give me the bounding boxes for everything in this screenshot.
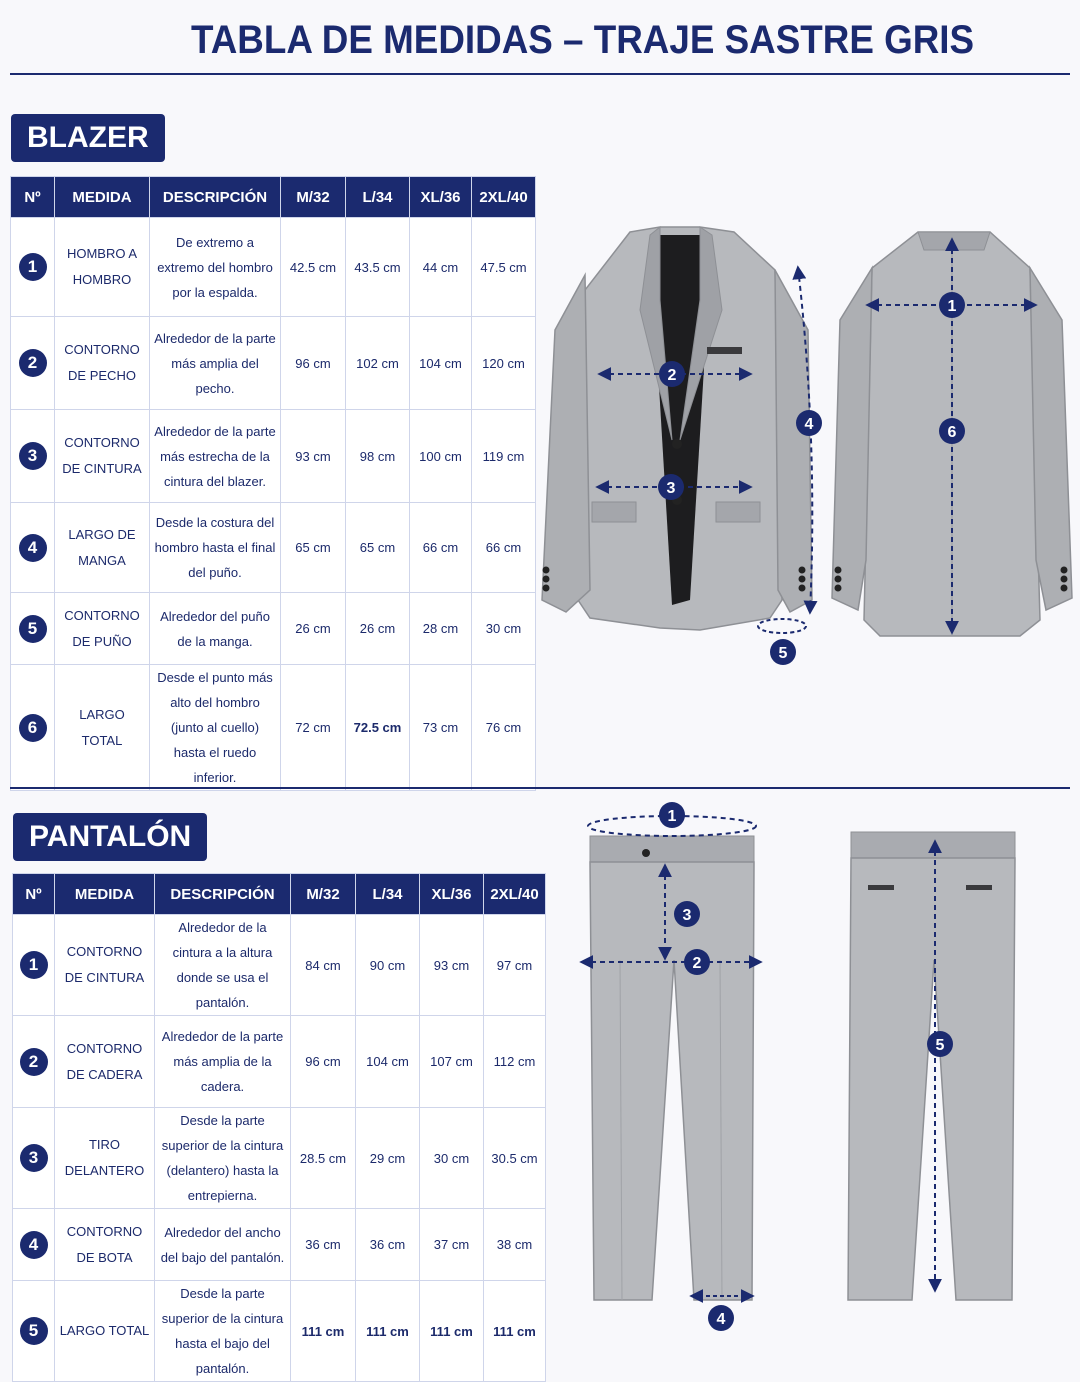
value-m: 42.5 cm [281,218,346,317]
marker-5-label: 5 [778,645,788,662]
header-number: Nº [13,874,55,915]
measure-name: LARGO TOTAL [55,1281,155,1382]
value-2xl: 66 cm [472,503,536,593]
header-size-xl: XL/36 [420,874,484,915]
measure-description: Desde la parte superior de la cintura (delantero) hasta la entrepierna. [155,1108,291,1209]
number-badge: 2 [20,1048,48,1076]
value-2xl: 112 cm [484,1016,546,1108]
value-xl: 37 cm [420,1209,484,1281]
measure-description: De extremo a extremo del hombro por la espalda. [150,218,281,317]
value-l: 111 cm [356,1281,420,1382]
value-2xl: 76 cm [472,665,536,791]
header-measure: MEDIDA [55,177,150,218]
number-badge: 3 [20,1144,48,1172]
measure-description: Desde la costura del hombro hasta el final del puño. [150,503,281,593]
marker-1-label: 1 [947,298,957,315]
value-2xl: 38 cm [484,1209,546,1281]
header-size-2xl: 2XL/40 [484,874,546,915]
value-l: 102 cm [346,317,410,410]
value-l: 36 cm [356,1209,420,1281]
value-l: 26 cm [346,593,410,665]
value-xl: 30 cm [420,1108,484,1209]
measure-name: CONTORNO DE CINTURA [55,915,155,1016]
measure-name: HOMBRO A HOMBRO [55,218,150,317]
value-m: 96 cm [281,317,346,410]
measure-description: Alrededor de la cintura a la altura donde se usa el pantalón. [155,915,291,1016]
value-xl: 111 cm [420,1281,484,1382]
value-2xl: 97 cm [484,915,546,1016]
value-m: 36 cm [291,1209,356,1281]
measure-description: Alrededor de la parte más estrecha de la cintura del blazer. [150,410,281,503]
header-measure: MEDIDA [55,874,155,915]
measure-name: CONTORNO DE CADERA [55,1016,155,1108]
value-m: 111 cm [291,1281,356,1382]
value-m: 26 cm [281,593,346,665]
measure-name: CONTORNO DE CINTURA [55,410,150,503]
measure-description: Desde el punto más alto del hombro (junto al cuello) hasta el ruedo inferior. [150,665,281,791]
value-l: 98 cm [346,410,410,503]
value-xl: 104 cm [410,317,472,410]
value-m: 28.5 cm [291,1108,356,1209]
header-size-m: M/32 [281,177,346,218]
number-badge: 1 [19,253,47,281]
value-2xl: 111 cm [484,1281,546,1382]
value-2xl: 119 cm [472,410,536,503]
marker-4-label: 4 [804,416,814,433]
header-size-l: L/34 [346,177,410,218]
value-m: 84 cm [291,915,356,1016]
measure-description: Alrededor del ancho del bajo del pantalón. [155,1209,291,1281]
value-l: 90 cm [356,915,420,1016]
measure-name: CONTORNO DE PUÑO [55,593,150,665]
header-size-xl: XL/36 [410,177,472,218]
value-xl: 73 cm [410,665,472,791]
blazer-section-label: BLAZER [11,114,165,162]
number-badge: 2 [19,349,47,377]
measure-description: Desde la parte superior de la cintura hasta el bajo del pantalón. [155,1281,291,1382]
measure-description: Alrededor del puño de la manga. [150,593,281,665]
value-m: 93 cm [281,410,346,503]
pants-back-illustration [848,832,1015,1300]
measure-name: LARGO TOTAL [55,665,150,791]
pants-marker-4-label: 4 [716,1311,726,1328]
pants-marker-2-label: 2 [692,955,702,972]
value-xl: 93 cm [420,915,484,1016]
measure-description: Alrededor de la parte más amplia del pecho. [150,317,281,410]
value-2xl: 30 cm [472,593,536,665]
header-description: DESCRIPCIÓN [150,177,281,218]
value-m: 65 cm [281,503,346,593]
page-title: TABLA DE MEDIDAS – TRAJE SASTRE GRIS [190,18,975,62]
number-badge: 6 [19,714,47,742]
header-size-2xl: 2XL/40 [472,177,536,218]
value-xl: 44 cm [410,218,472,317]
measure-name: CONTORNO DE BOTA [55,1209,155,1281]
value-2xl: 47.5 cm [472,218,536,317]
value-l: 65 cm [346,503,410,593]
pants-front-illustration [582,802,760,1331]
value-l: 104 cm [356,1016,420,1108]
marker-2-label: 2 [667,367,677,384]
blazer-back-illustration [832,232,1072,636]
measure-name: LARGO DE MANGA [55,503,150,593]
pants-marker-5-label: 5 [935,1037,945,1054]
blazer-front-illustration [542,227,822,665]
number-badge: 4 [20,1231,48,1259]
value-l: 72.5 cm [346,665,410,791]
number-badge: 4 [19,534,47,562]
pants-section-label: PANTALÓN [13,813,207,861]
number-badge: 5 [20,1317,48,1345]
measure-description: Alrededor de la parte más amplia de la cadera. [155,1016,291,1108]
number-badge: 5 [19,615,47,643]
value-xl: 107 cm [420,1016,484,1108]
header-description: DESCRIPCIÓN [155,874,291,915]
pants-marker-1-label: 1 [667,808,677,825]
value-2xl: 30.5 cm [484,1108,546,1209]
header-size-l: L/34 [356,874,420,915]
measure-name: CONTORNO DE PECHO [55,317,150,410]
header-size-m: M/32 [291,874,356,915]
marker-6-label: 6 [947,424,957,441]
header-number: Nº [11,177,55,218]
value-l: 29 cm [356,1108,420,1209]
number-badge: 3 [19,442,47,470]
value-xl: 66 cm [410,503,472,593]
value-m: 72 cm [281,665,346,791]
marker-3-label: 3 [666,480,676,497]
value-xl: 100 cm [410,410,472,503]
value-l: 43.5 cm [346,218,410,317]
value-m: 96 cm [291,1016,356,1108]
number-badge: 1 [20,951,48,979]
value-xl: 28 cm [410,593,472,665]
pants-marker-3-label: 3 [682,907,692,924]
measure-name: TIRO DELANTERO [55,1108,155,1209]
value-2xl: 120 cm [472,317,536,410]
